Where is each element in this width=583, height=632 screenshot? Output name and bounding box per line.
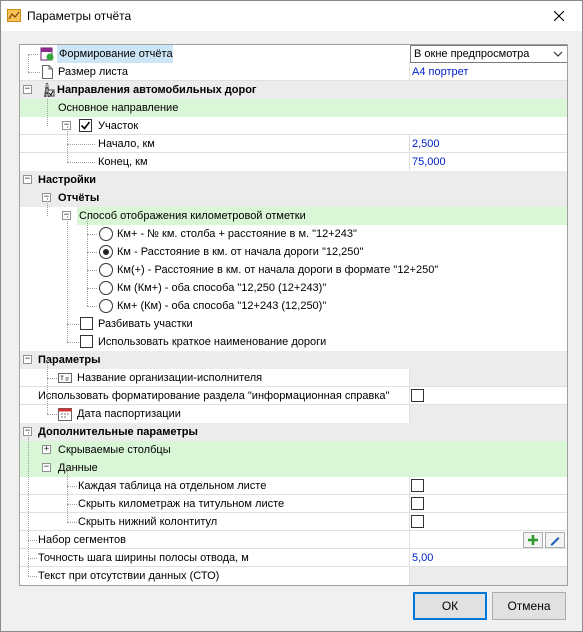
short-road-name-checkbox[interactable] [80, 335, 93, 348]
collapse-toggle[interactable]: − [24, 84, 31, 94]
row-roads-category[interactable] [20, 81, 568, 99]
km-option-label: Км - Расстояние в км. от начала дороги "12,250" [117, 246, 364, 258]
row-data[interactable] [20, 459, 568, 477]
segments-label: Набор сегментов [38, 534, 126, 546]
edit-segment-button[interactable] [545, 532, 565, 548]
km-option-label: Км+ - № км. столба + расстояние в м. "12+243" [117, 228, 357, 240]
row-segments[interactable] [20, 531, 568, 549]
titlebar [1, 1, 582, 31]
row-extra-params-category[interactable] [20, 423, 568, 441]
km-option-radio[interactable] [99, 263, 113, 277]
page-icon [42, 65, 53, 79]
start-km-value[interactable]: 2,500 [412, 138, 440, 150]
row-short-road-name[interactable] [20, 333, 568, 351]
row-end-km[interactable] [20, 153, 568, 171]
hide-footer-checkbox[interactable] [411, 515, 424, 528]
report-forming-label: Формирование отчёта [57, 45, 173, 63]
km-option-radio[interactable] [99, 227, 113, 241]
no-data-text-label: Текст при отсутствии данных (СТО) [38, 570, 220, 582]
km-option-label: Км(+) - Расстояние в км. от начала дороги в формате "12+250" [117, 264, 439, 276]
org-name-value[interactable] [410, 369, 568, 387]
text-field-icon [58, 373, 72, 383]
row-start-km[interactable] [20, 135, 568, 153]
row-info-format[interactable] [20, 387, 568, 405]
close-icon [554, 11, 564, 21]
passport-date-label: Дата паспортизации [77, 408, 181, 420]
collapse-toggle[interactable]: − [24, 354, 31, 364]
grid-row-divider [20, 80, 568, 81]
tree-line [47, 378, 57, 379]
grid-column-divider [409, 369, 410, 423]
checkmark-icon [80, 120, 91, 131]
tree-line [28, 558, 37, 559]
collapse-toggle[interactable]: − [63, 210, 70, 220]
grid-row-divider [20, 530, 568, 531]
passport-date-value[interactable] [410, 405, 568, 423]
short-road-name-label: Использовать краткое наименование дороги [98, 336, 327, 348]
start-km-label: Начало, км [98, 138, 155, 150]
window-title: Параметры отчёта [27, 9, 132, 23]
row-split-sections[interactable] [20, 315, 568, 333]
close-button[interactable] [536, 1, 582, 31]
row-reports-category[interactable] [20, 189, 568, 207]
tree-line [87, 288, 97, 289]
row-km-display[interactable] [20, 207, 568, 225]
row-org-name[interactable] [20, 369, 568, 387]
tree-line [28, 72, 40, 73]
row-each-table[interactable] [20, 477, 568, 495]
split-sections-label: Разбивать участки [98, 318, 193, 330]
main-direction-label: Основное направление [58, 102, 179, 114]
grid-row-divider [20, 404, 568, 405]
km-display-label: Способ отображения километровой отметки [77, 207, 568, 225]
grid-row-divider [20, 512, 568, 513]
no-data-text-value[interactable] [410, 567, 568, 585]
row-sheet-size[interactable] [20, 63, 568, 81]
plus-icon [527, 534, 539, 546]
add-segment-button[interactable] [523, 532, 543, 548]
tree-line [67, 522, 77, 523]
each-table-label: Каждая таблица на отдельном листе [78, 480, 267, 492]
grid-row-divider [20, 152, 568, 153]
grid-row-divider [20, 494, 568, 495]
row-hide-footer[interactable] [20, 513, 568, 531]
km-option-radio[interactable] [99, 299, 113, 313]
sheet-size-label: Размер листа [58, 66, 128, 78]
row-strip-precision[interactable] [20, 549, 568, 567]
end-km-label: Конец, км [98, 156, 148, 168]
tree-line [87, 306, 97, 307]
tree-line [28, 576, 37, 577]
tree-line [67, 324, 79, 325]
km-option-radio-selected[interactable] [99, 245, 113, 259]
strip-precision-value[interactable]: 5,00 [412, 552, 434, 564]
expand-toggle[interactable]: + [43, 444, 50, 454]
tree-line [67, 504, 77, 505]
tree-line [87, 216, 88, 306]
tree-line [87, 252, 97, 253]
tree-line [47, 414, 57, 415]
org-name-label: Название организации-исполнителя [77, 372, 263, 384]
row-km-option-2[interactable] [20, 243, 568, 261]
collapse-toggle[interactable]: − [63, 120, 70, 130]
tree-line [47, 198, 48, 216]
collapse-toggle[interactable]: − [24, 426, 31, 436]
tree-line [28, 432, 29, 576]
tree-line [28, 54, 29, 72]
collapse-toggle[interactable]: − [43, 192, 50, 202]
grid-column-divider [409, 63, 410, 81]
extra-params-label: Дополнительные параметры [38, 426, 198, 438]
collapse-toggle[interactable]: − [43, 462, 50, 472]
report-forming-value: В окне предпросмотра [414, 48, 530, 60]
tree-line [28, 54, 38, 55]
section-checkbox[interactable] [79, 119, 92, 132]
row-main-direction[interactable] [20, 99, 568, 117]
pencil-icon [549, 534, 561, 546]
row-report-forming[interactable] [20, 45, 568, 63]
road-icon [39, 82, 55, 98]
report-icon [40, 47, 54, 61]
row-hidden-columns[interactable] [20, 441, 568, 459]
calendar-icon [58, 407, 72, 421]
km-option-label: Км (Км+) - оба способа "12,250 (12+243)" [117, 282, 327, 294]
hide-km-title-checkbox[interactable] [411, 497, 424, 510]
tree-line [67, 162, 95, 163]
tree-line [67, 468, 68, 522]
grid-column-divider [409, 135, 410, 171]
row-no-data-text[interactable] [20, 567, 568, 585]
row-passport-date[interactable] [20, 405, 568, 423]
grid-row-divider [20, 386, 568, 387]
row-km-option-1[interactable] [20, 225, 568, 243]
tree-line [47, 396, 57, 397]
tree-line [47, 360, 48, 414]
grid-row-divider [20, 134, 568, 135]
info-format-checkbox[interactable] [411, 389, 424, 402]
chevron-down-icon [553, 49, 563, 59]
row-km-option-3[interactable] [20, 261, 568, 279]
property-grid [19, 44, 568, 586]
row-parameters-category[interactable] [20, 351, 568, 369]
end-km-value[interactable]: 75,000 [412, 156, 446, 168]
tree-line [47, 99, 48, 126]
grid-row-divider [20, 548, 568, 549]
hide-km-title-label: Скрыть километраж на титульном листе [78, 498, 285, 510]
each-table-checkbox[interactable] [411, 479, 424, 492]
tree-line [28, 540, 37, 541]
section-label: Участок [98, 120, 139, 132]
strip-precision-label: Точность шага ширины полосы отвода, м [38, 552, 249, 564]
tree-line [67, 486, 77, 487]
row-hide-km-title[interactable] [20, 495, 568, 513]
roads-label: Направления автомобильных дорог [57, 84, 257, 96]
cancel-button[interactable]: Отмена [492, 592, 566, 620]
row-km-option-5[interactable] [20, 297, 568, 315]
hidden-columns-label: Скрываемые столбцы [58, 444, 171, 456]
settings-label: Настройки [38, 174, 97, 186]
tree-line [87, 270, 97, 271]
grid-row-divider [20, 566, 568, 567]
tree-line [67, 144, 95, 145]
row-settings-category[interactable] [20, 171, 568, 189]
km-option-radio[interactable] [99, 281, 113, 295]
ok-button[interactable]: ОК [413, 592, 487, 620]
data-label: Данные [58, 462, 98, 474]
hide-footer-label: Скрыть нижний колонтитул [78, 516, 218, 528]
sheet-size-value[interactable]: А4 портрет [412, 66, 469, 78]
reports-label: Отчёты [58, 192, 100, 204]
tree-line [87, 234, 97, 235]
parameters-label: Параметры [38, 354, 101, 366]
collapse-toggle[interactable]: − [24, 174, 31, 184]
row-km-option-4[interactable] [20, 279, 568, 297]
report-app-icon [7, 9, 21, 22]
report-forming-select[interactable] [410, 45, 568, 63]
row-section[interactable] [20, 117, 568, 135]
split-sections-checkbox[interactable] [80, 317, 93, 330]
km-option-label: Км+ (Км) - оба способа "12+243 (12,250)" [117, 300, 327, 312]
info-format-label: Использовать форматирование раздела "информационная справка" [38, 390, 390, 402]
tree-line [67, 342, 79, 343]
